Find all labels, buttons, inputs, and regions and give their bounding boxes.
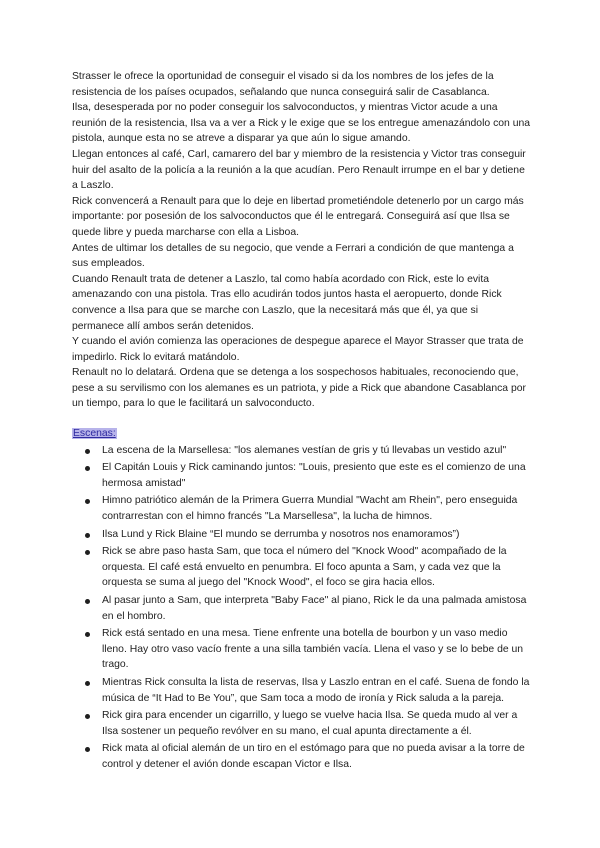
bullet-icon xyxy=(85,747,90,752)
paragraph: Cuando Renault trata de detener a Laszlo, tal como había acordado con Rick, este lo evita amenazando con una pistola. Tras ello acudirán todos juntos hasta el aeropuerto, donde Rick convence a Ilsa para que se marche con Laszlo, que la necesitará más que él, ya que si permanece allí ambos serán detenidos. xyxy=(72,273,502,332)
paragraph: Antes de ultimar los detalles de su negocio, que vende a Ferrari a condición de que mantenga a sus empleados. xyxy=(72,242,514,270)
paragraph: Ilsa, desesperada por no poder conseguir los salvoconductos, y mientras Victor acude a una reunión de la resistencia, Ilsa va a ver a Rick y le exige que se los entregue amenazándolo con una pistola, aunque esta no se atreve a disparar ya que aún lo sigue amando. xyxy=(72,102,531,145)
paragraph: Renault no lo delatará. Ordena que se detenga a los sospechosos habituales, reconociendo que, pese a su servilismo con los alemanes es un patriota, y pide a Rick que abandone Casablanca por un tiempo, para lo que le facilitará un salvoconducto. xyxy=(72,367,526,410)
bullet-icon xyxy=(85,632,90,637)
list-item-text: La escena de la Marsellesa: "los alemanes vestían de gris y tú llevabas un vestido azul" xyxy=(102,444,507,456)
list-item xyxy=(102,708,532,739)
bullet-icon xyxy=(85,449,90,454)
list-item-text: Himno patriótico alemán de la Primera Guerra Mundial "Wacht am Rhein", pero enseguida contrarrestan con el himno francés "La Marsellesa", la lucha de himnos. xyxy=(102,495,518,523)
list-item xyxy=(102,460,532,491)
list-item xyxy=(102,527,532,543)
bullet-icon xyxy=(85,533,90,538)
document-page xyxy=(72,69,532,775)
list-item-text: Rick mata al oficial alemán de un tiro en el estómago para que no pueda avisar a la torre de control y detener el avión donde escapan Victor e Ilsa. xyxy=(102,743,525,770)
list-item-text: El Capitán Louis y Rick caminando juntos: "Louis, presiento que este es el comienzo de una hermosa amistad" xyxy=(102,462,526,489)
paragraph: Rick convencerá a Renault para que lo deje en libertad prometiéndole detenerlo por un cargo más importante: por posesión de los salvoconductos que él le entregará. Conseguirá así que Ilsa se quede libre y pueda marcharse con ella a Lisboa. xyxy=(72,195,524,238)
list-item xyxy=(102,544,532,591)
list-item xyxy=(102,741,532,772)
bullet-icon xyxy=(85,714,90,719)
bullet-icon xyxy=(85,550,90,555)
list-item xyxy=(102,675,532,706)
scenes-list xyxy=(72,443,532,773)
scenes-heading xyxy=(72,426,532,442)
list-item-text: Al pasar junto a Sam, que interpreta "Baby Face" al piano, Rick le da una palmada amistosa en el hombro. xyxy=(102,595,527,622)
paragraph: Llegan entonces al café, Carl, camarero del bar y miembro de la resistencia y Victor tras conseguir huir del asalto de la policía a la reunión a la que acudían. Pero Renault irrumpe en el bar y detiene a Laszlo. xyxy=(72,148,526,192)
bullet-icon xyxy=(85,466,90,471)
list-item xyxy=(102,593,532,624)
bullet-icon xyxy=(85,681,90,686)
list-item-text: Mientras Rick consulta la lista de reservas, Ilsa y Laszlo entran en el café. Suena de fondo la música de “It Had to Be You”, que Sam toca a modo de ironía y Rick saluda a la pareja. xyxy=(102,676,530,704)
list-item-text: Ilsa Lund y Rick Blaine “El mundo se derrumba y nosotros nos enamoramos”) xyxy=(102,528,460,540)
list-item-text: Rick gira para encender un cigarrillo, y luego se vuelve hacia Ilsa. Se queda mudo al ver a Ilsa sostener un pequeño revólver en su mano, el cual apunta directamente a él. xyxy=(102,710,518,737)
paragraph: Y cuando el avión comienza las operaciones de despegue aparece el Mayor Strasser que trata de impedirlo. Rick lo evitará matándolo. xyxy=(72,336,524,363)
list-item xyxy=(102,443,532,459)
paragraph: Strasser le ofrece la oportunidad de conseguir el visado si da los nombres de los jefes de la resistencia de los países ocupados, señalando que nunca conseguirá salir de Casablanca. xyxy=(72,71,494,98)
list-item-text: Rick está sentado en una mesa. Tiene enfrente una botella de bourbon y un vaso medio lleno. Hay otro vaso vacío frente a una silla también vacía. Llena el vaso y se lo bebe de un trago. xyxy=(102,628,524,671)
bullet-icon xyxy=(85,499,90,504)
list-item-text: Rick se abre paso hasta Sam, que toca el número del "Knock Wood" acompañado de la orquesta. El café está envuelto en penumbra. El foco apunta a Sam, y cada vez que la orquesta se suma al juego del "Knock Wood", el foco se gira hacia ellos. xyxy=(102,546,507,589)
spacer xyxy=(72,412,532,426)
bullet-icon xyxy=(85,599,90,604)
list-item xyxy=(102,626,532,673)
scenes-heading-text: Escenas: xyxy=(73,428,116,440)
list-item xyxy=(102,493,532,524)
